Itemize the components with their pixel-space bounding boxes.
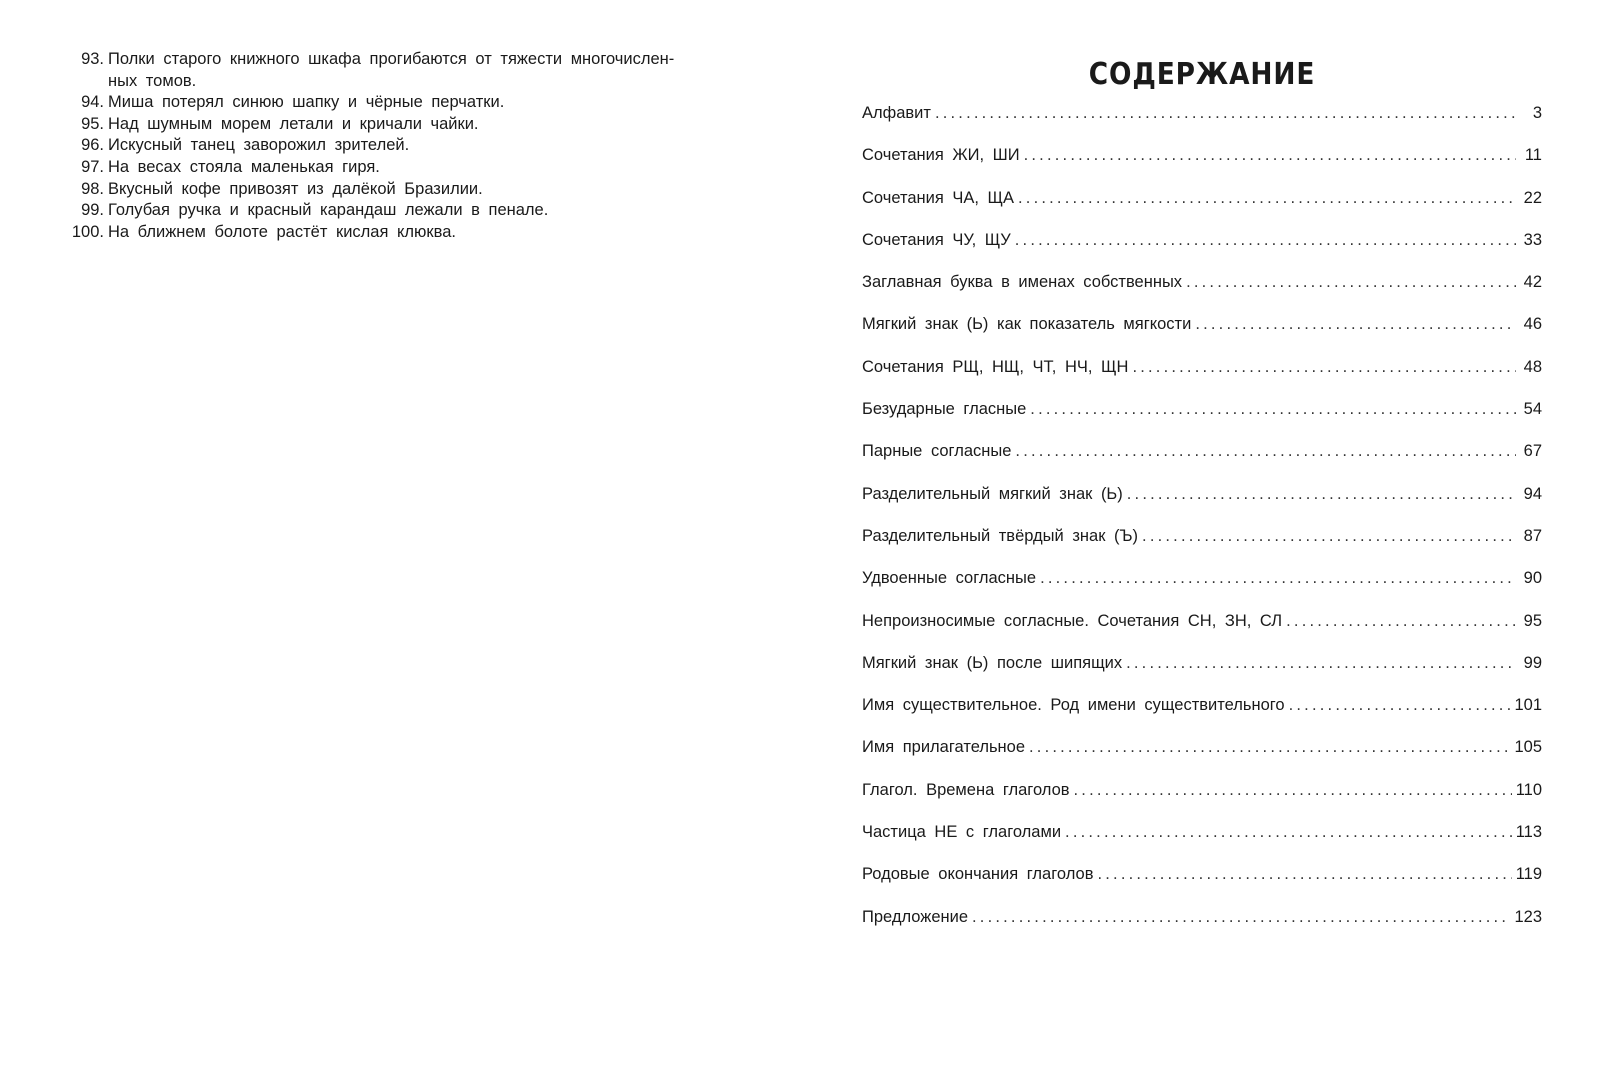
sentence-text: Миша потерял синюю шапку и чёрные перчатки. — [108, 93, 505, 112]
sentence-item — [60, 200, 750, 222]
sentence-item — [60, 135, 750, 157]
table-of-contents — [862, 40, 1542, 950]
toc-entry — [862, 865, 1542, 907]
toc-entry-page: 87 — [1523, 526, 1542, 545]
toc-entry-label: Мягкий знак (Ь) после шипящих — [862, 653, 1123, 672]
toc-entry-page: 119 — [1515, 865, 1542, 884]
toc-leader-dots — [1142, 527, 1516, 546]
toc-list — [862, 104, 1542, 950]
toc-entry — [862, 315, 1542, 357]
toc-entry-page: 33 — [1523, 230, 1542, 249]
toc-leader-dots — [1040, 569, 1516, 588]
toc-entry-page: 67 — [1523, 442, 1542, 461]
toc-entry-label: Имя существительное. Род имени существительного — [862, 696, 1285, 715]
toc-leader-dots — [1195, 315, 1516, 334]
toc-entry-page: 3 — [1532, 104, 1542, 122]
sentence-text: Вкусный кофе привозят из далёкой Бразилии. — [108, 179, 483, 198]
toc-title: СОДЕРЖАНИЕ — [1088, 57, 1316, 92]
toc-entry-label: Разделительный мягкий знак (Ь) — [862, 484, 1123, 503]
toc-entry-page: 22 — [1523, 188, 1542, 207]
sentence-text: Над шумным морем летали и кричали чайки. — [108, 114, 479, 133]
toc-leader-dots — [1074, 781, 1512, 800]
sentence-item — [60, 114, 750, 136]
toc-entry — [862, 612, 1542, 654]
toc-entry-label: Сочетания ЖИ, ШИ — [862, 146, 1020, 165]
toc-entry — [862, 485, 1542, 527]
toc-entry — [862, 781, 1542, 823]
toc-entry — [862, 146, 1542, 188]
toc-entry-label: Непроизносимые согласные. Сочетания СН, ЗН, СЛ — [862, 611, 1283, 630]
sentence-line: Полки старого книжного шкафа прогибаются от тяжести многочислен- — [108, 50, 675, 68]
toc-entry-label: Сочетания ЧА, ЩА — [862, 188, 1014, 207]
toc-entry — [862, 738, 1542, 780]
toc-entry-label: Удвоенные согласные — [862, 569, 1037, 588]
toc-entry-page: 48 — [1523, 357, 1542, 376]
toc-entry-page: 54 — [1523, 400, 1542, 419]
toc-entry-page: 113 — [1515, 823, 1542, 842]
toc-entry-label: Заглавная буква в именах собственных — [862, 273, 1183, 292]
toc-leader-dots — [1065, 823, 1512, 842]
toc-leader-dots — [1289, 696, 1511, 715]
toc-entry-page: 95 — [1523, 611, 1542, 630]
sentence-item — [60, 49, 750, 92]
toc-leader-dots — [1132, 358, 1516, 377]
toc-entry-label: Частица НЕ с глаголами — [862, 823, 1062, 842]
toc-entry — [862, 696, 1542, 738]
toc-leader-dots — [972, 908, 1510, 927]
toc-entry — [862, 654, 1542, 696]
toc-entry — [862, 527, 1542, 569]
sentence-text — [108, 49, 750, 92]
toc-entry-label: Сочетания РЩ, НЩ, ЧТ, НЧ, ЩН — [862, 357, 1129, 376]
toc-entry-page: 42 — [1523, 273, 1542, 292]
toc-leader-dots — [1127, 485, 1516, 504]
sentence-number: 96. — [81, 136, 104, 155]
toc-entry — [862, 273, 1542, 315]
toc-entry-page: 110 — [1515, 780, 1542, 799]
toc-entry — [862, 231, 1542, 273]
sentence-number: 100. — [71, 222, 104, 241]
toc-leader-dots — [1030, 400, 1516, 419]
toc-entry — [862, 569, 1542, 611]
toc-entry-page: 11 — [1524, 146, 1542, 165]
toc-entry-page: 123 — [1514, 907, 1542, 926]
sentence-number: 93. — [81, 50, 104, 68]
toc-entry — [862, 823, 1542, 865]
toc-entry-label: Имя прилагательное — [862, 738, 1026, 757]
toc-leader-dots — [1097, 865, 1511, 884]
sentence-item — [60, 92, 750, 114]
toc-entry-label: Безударные гласные — [862, 400, 1027, 419]
sentence-item — [60, 157, 750, 179]
toc-leader-dots — [1029, 738, 1510, 757]
toc-entry-page: 94 — [1523, 484, 1542, 503]
sentence-text: На ближнем болоте растёт кислая клюква. — [108, 222, 456, 241]
toc-leader-dots — [1015, 442, 1516, 461]
toc-entry-page: 101 — [1514, 696, 1542, 715]
toc-entry-label: Мягкий знак (Ь) как показатель мягкости — [862, 315, 1192, 334]
toc-leader-dots — [1126, 654, 1516, 673]
toc-leader-dots — [1024, 146, 1516, 165]
toc-entry-page: 90 — [1523, 569, 1542, 588]
toc-entry-label: Парные согласные — [862, 442, 1012, 461]
sentence-number: 95. — [81, 114, 104, 133]
toc-leader-dots — [935, 104, 1516, 123]
toc-entry — [862, 442, 1542, 484]
toc-entry-label: Предложение — [862, 907, 969, 926]
exercise-sentences — [60, 49, 750, 243]
sentence-item — [60, 222, 750, 244]
toc-entry-page: 99 — [1523, 653, 1542, 672]
sentence-number: 98. — [81, 179, 104, 198]
sentence-number: 97. — [81, 157, 104, 176]
toc-leader-dots — [1286, 612, 1516, 631]
toc-entry — [862, 400, 1542, 442]
toc-entry-page: 105 — [1514, 738, 1542, 757]
toc-leader-dots — [1018, 189, 1516, 208]
toc-entry-label: Глагол. Времена глаголов — [862, 780, 1070, 799]
sentence-text: Голубая ручка и красный карандаш лежали в пенале. — [108, 201, 549, 220]
sentence-item — [60, 179, 750, 201]
sentence-text: На весах стояла маленькая гиря. — [108, 157, 380, 176]
toc-leader-dots — [1015, 231, 1516, 250]
sentence-line: ных томов. — [108, 71, 197, 90]
toc-leader-dots — [1186, 273, 1516, 292]
toc-entry — [862, 104, 1542, 146]
sentence-number: 99. — [81, 201, 104, 220]
toc-entry-label: Родовые окончания глаголов — [862, 865, 1094, 884]
toc-entry-label: Разделительный твёрдый знак (Ъ) — [862, 526, 1139, 545]
toc-entry-label: Сочетания ЧУ, ЩУ — [862, 230, 1011, 249]
toc-entry — [862, 908, 1542, 950]
toc-entry-label: Алфавит — [862, 104, 931, 122]
toc-entry — [862, 358, 1542, 400]
sentence-text: Искусный танец заворожил зрителей. — [108, 136, 410, 155]
sentence-number: 94. — [81, 93, 104, 112]
toc-entry-page: 46 — [1523, 315, 1542, 334]
toc-entry — [862, 189, 1542, 231]
